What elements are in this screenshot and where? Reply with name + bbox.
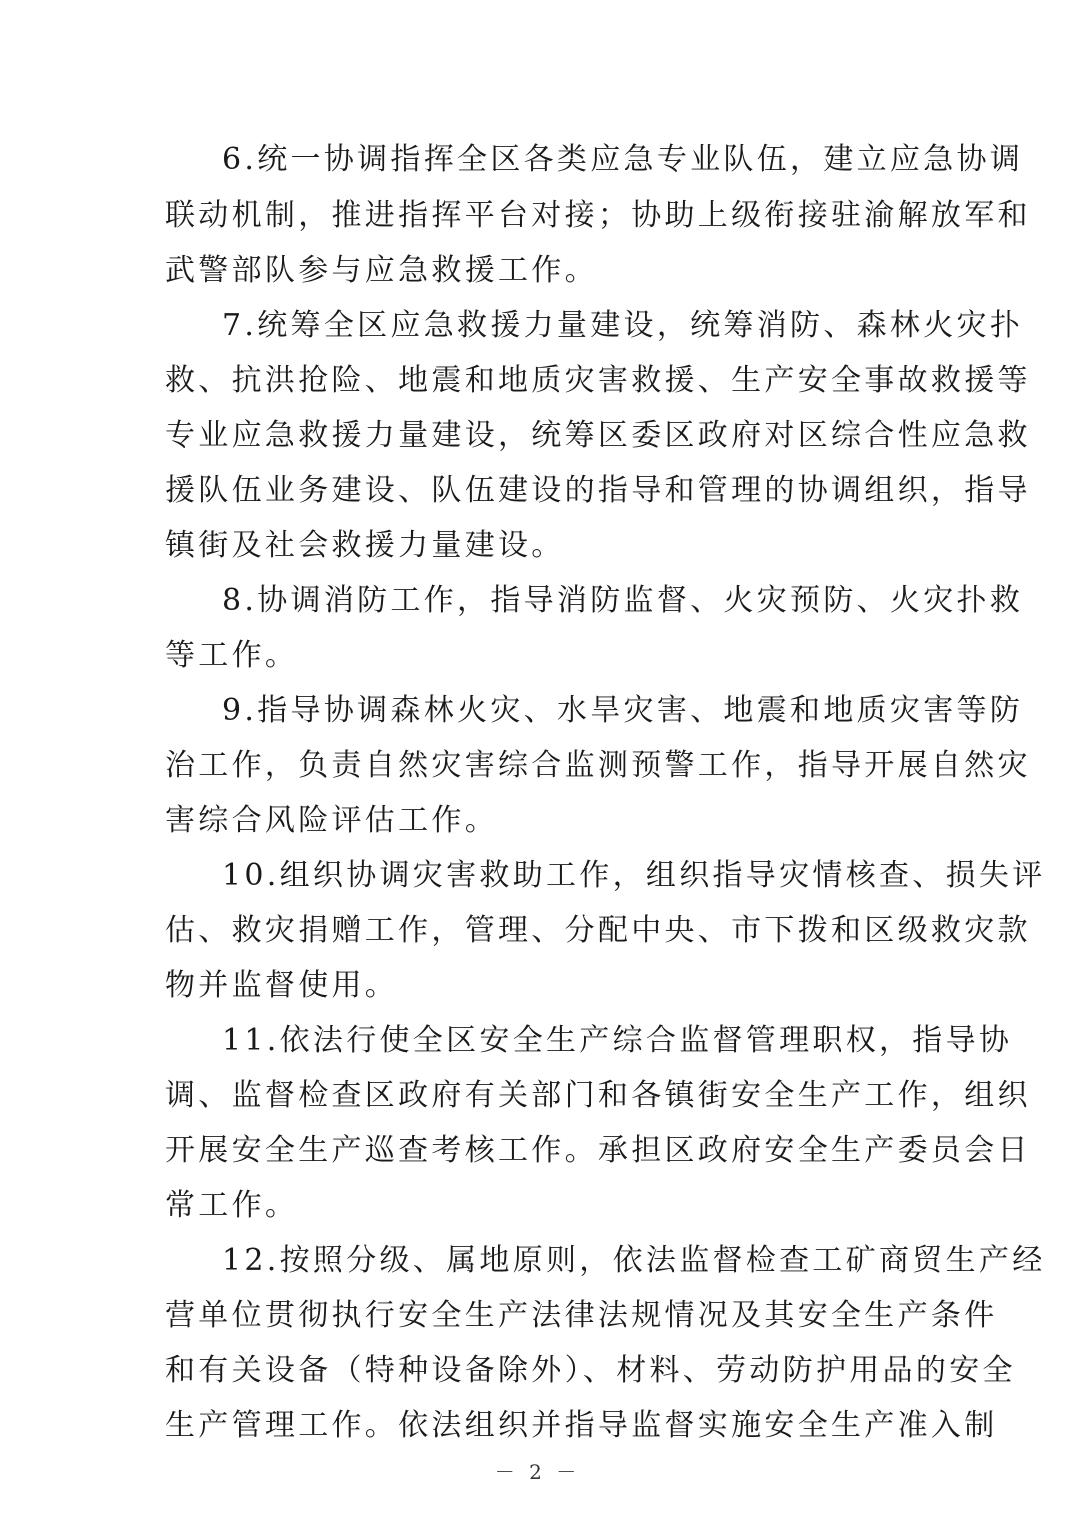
paragraph-8-line-1: 8.协调消防工作，指导消防监督、火灾预防、火灾扑救	[222, 583, 1024, 618]
paragraph-10-line-2: 估、救灾捐赠工作，管理、分配中央、市下拨和区级救灾款	[165, 913, 1031, 948]
paragraph-6-line-2: 联动机制，推进指挥平台对接；协助上级衔接驻渝解放军和	[165, 198, 1031, 233]
paragraph-11-line-1: 11.依法行使全区安全生产综合监督管理职权，指导协	[222, 1023, 1013, 1058]
paragraph-11-line-2: 调、监督检查区政府有关部门和各镇街安全生产工作，组织	[165, 1078, 1031, 1113]
paragraph-7-line-5: 镇街及社会救援力量建设。	[165, 528, 565, 563]
paragraph-11-line-3: 开展安全生产巡查考核工作。承担区政府安全生产委员会日	[165, 1133, 1031, 1168]
paragraph-9-line-3: 害综合风险评估工作。	[165, 803, 498, 838]
paragraph-12-line-1: 12.按照分级、属地原则，依法监督检查工矿商贸生产经	[222, 1243, 1046, 1278]
paragraph-9-line-1: 9.指导协调森林火灾、水旱灾害、地震和地质灾害等防	[222, 693, 1024, 728]
paragraph-7-line-4: 援队伍业务建设、队伍建设的指导和管理的协调组织，指导	[165, 473, 1031, 508]
paragraph-7-line-1: 7.统筹全区应急救援力量建设，统筹消防、森林火灾扑	[222, 308, 1024, 343]
paragraph-6-line-3: 武警部队参与应急救援工作。	[165, 253, 598, 288]
paragraph-12-line-2: 营单位贯彻执行安全生产法律法规情况及其安全生产条件	[165, 1298, 998, 1333]
paragraph-7-line-2: 救、抗洪抢险、地震和地质灾害救援、生产安全事故救援等	[165, 363, 1031, 398]
page-number: － 2 －	[494, 1460, 581, 1484]
paragraph-10-line-1: 10.组织协调灾害救助工作，组织指导灾情核查、损失评	[222, 858, 1046, 893]
paragraph-11-line-4: 常工作。	[165, 1188, 299, 1223]
paragraph-7-line-3: 专业应急救援力量建设，统筹区委区政府对区综合性应急救	[165, 418, 1031, 453]
paragraph-10-line-3: 物并监督使用。	[165, 968, 399, 1003]
paragraph-9-line-2: 治工作，负责自然灾害综合监测预警工作，指导开展自然灾	[165, 748, 1031, 783]
paragraph-12-line-3: 和有关设备（特种设备除外）、材料、劳动防护用品的安全	[165, 1353, 1016, 1388]
paragraph-8-line-2: 等工作。	[165, 638, 299, 673]
paragraph-12-line-4: 生产管理工作。依法组织并指导监督实施安全生产准入制	[165, 1408, 998, 1443]
paragraph-6-line-1: 6.统一协调指挥全区各类应急专业队伍，建立应急协调	[222, 142, 1024, 177]
